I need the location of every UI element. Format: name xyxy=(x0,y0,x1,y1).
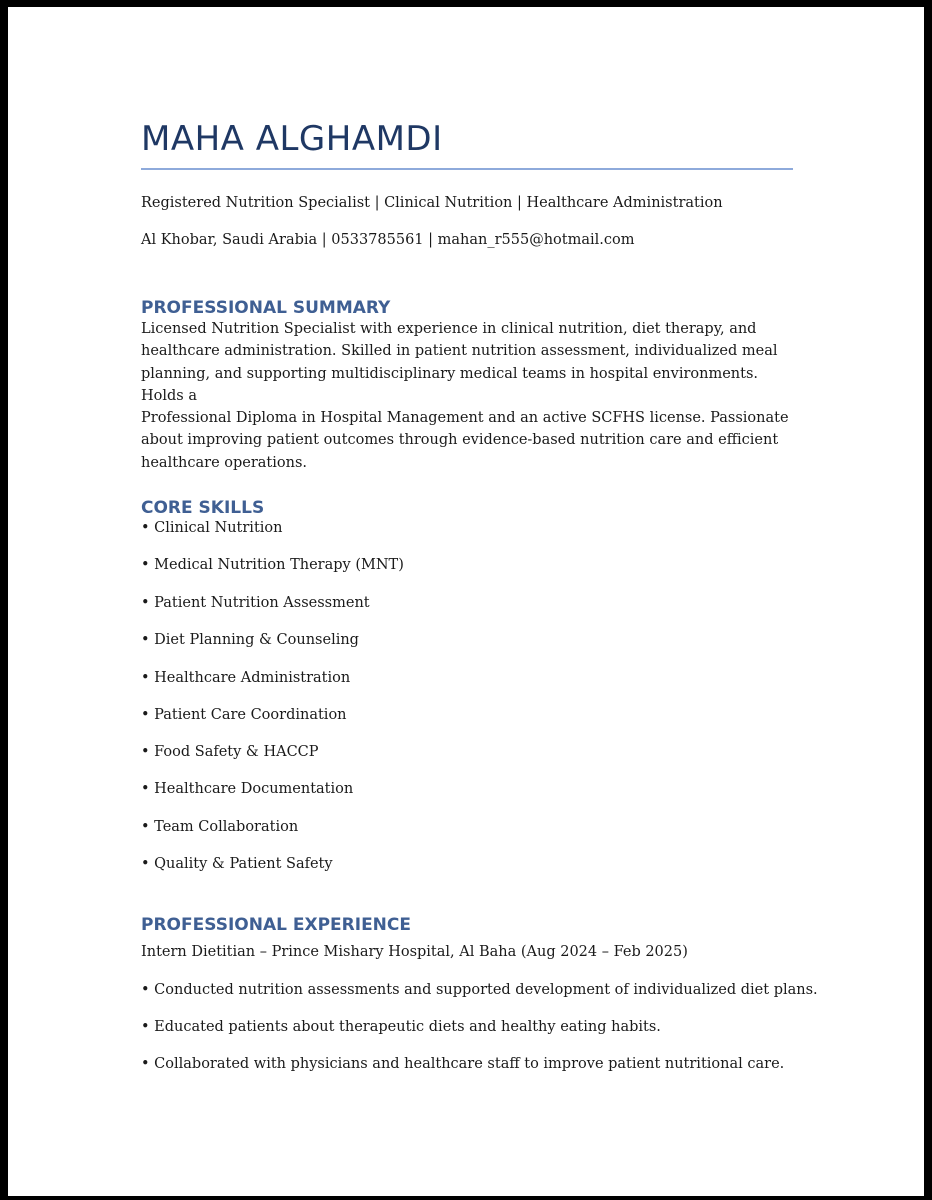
skill-item: • Diet Planning & Counseling xyxy=(141,632,359,648)
skill-item: • Medical Nutrition Therapy (MNT) xyxy=(141,557,404,573)
resume-page xyxy=(8,7,924,1196)
skill-item: • Healthcare Administration xyxy=(141,670,351,686)
skill-item: • Patient Nutrition Assessment xyxy=(141,595,370,611)
experience-heading: PROFESSIONAL EXPERIENCE xyxy=(141,915,411,935)
skill-item: • Team Collaboration xyxy=(141,819,299,835)
experience-bullet: • Conducted nutrition assessments and supported development of individualized diet plans. xyxy=(141,982,818,998)
skill-item: • Quality & Patient Safety xyxy=(141,856,333,872)
contact-line: Al Khobar, Saudi Arabia | 0533785561 | mahan_r555@hotmail.com xyxy=(141,232,635,248)
candidate-tagline: Registered Nutrition Specialist | Clinical Nutrition | Healthcare Administration xyxy=(141,195,723,211)
experience-bullet: • Educated patients about therapeutic diets and healthy eating habits. xyxy=(141,1019,661,1035)
summary-heading: PROFESSIONAL SUMMARY xyxy=(141,298,391,318)
skill-item: • Healthcare Documentation xyxy=(141,781,354,797)
skill-item: • Food Safety & HACCP xyxy=(141,744,319,760)
skill-item: • Patient Care Coordination xyxy=(141,707,347,723)
experience-role: Intern Dietitian – Prince Mishary Hospital, Al Baha (Aug 2024 – Feb 2025) xyxy=(141,944,688,960)
summary-text: Licensed Nutrition Specialist with experience in clinical nutrition, diet therapy, and healthcare administration. Skilled in patient nutrition assessment, individualized meal planning, and supporting multidisciplinary medical teams in hospital environments. Holds a Professional Diploma in Hospital Management and an active SCFHS license. Passionate about improving patient outcomes through evidence-based nutrition care and efficient healthcare operations. xyxy=(141,321,789,471)
skill-item: • Clinical Nutrition xyxy=(141,520,283,536)
candidate-name: MAHA ALGHAMDI xyxy=(141,119,443,159)
experience-bullet: • Collaborated with physicians and healthcare staff to improve patient nutritional care. xyxy=(141,1056,785,1072)
skills-heading: CORE SKILLS xyxy=(141,498,265,518)
name-underline-divider xyxy=(141,168,793,170)
